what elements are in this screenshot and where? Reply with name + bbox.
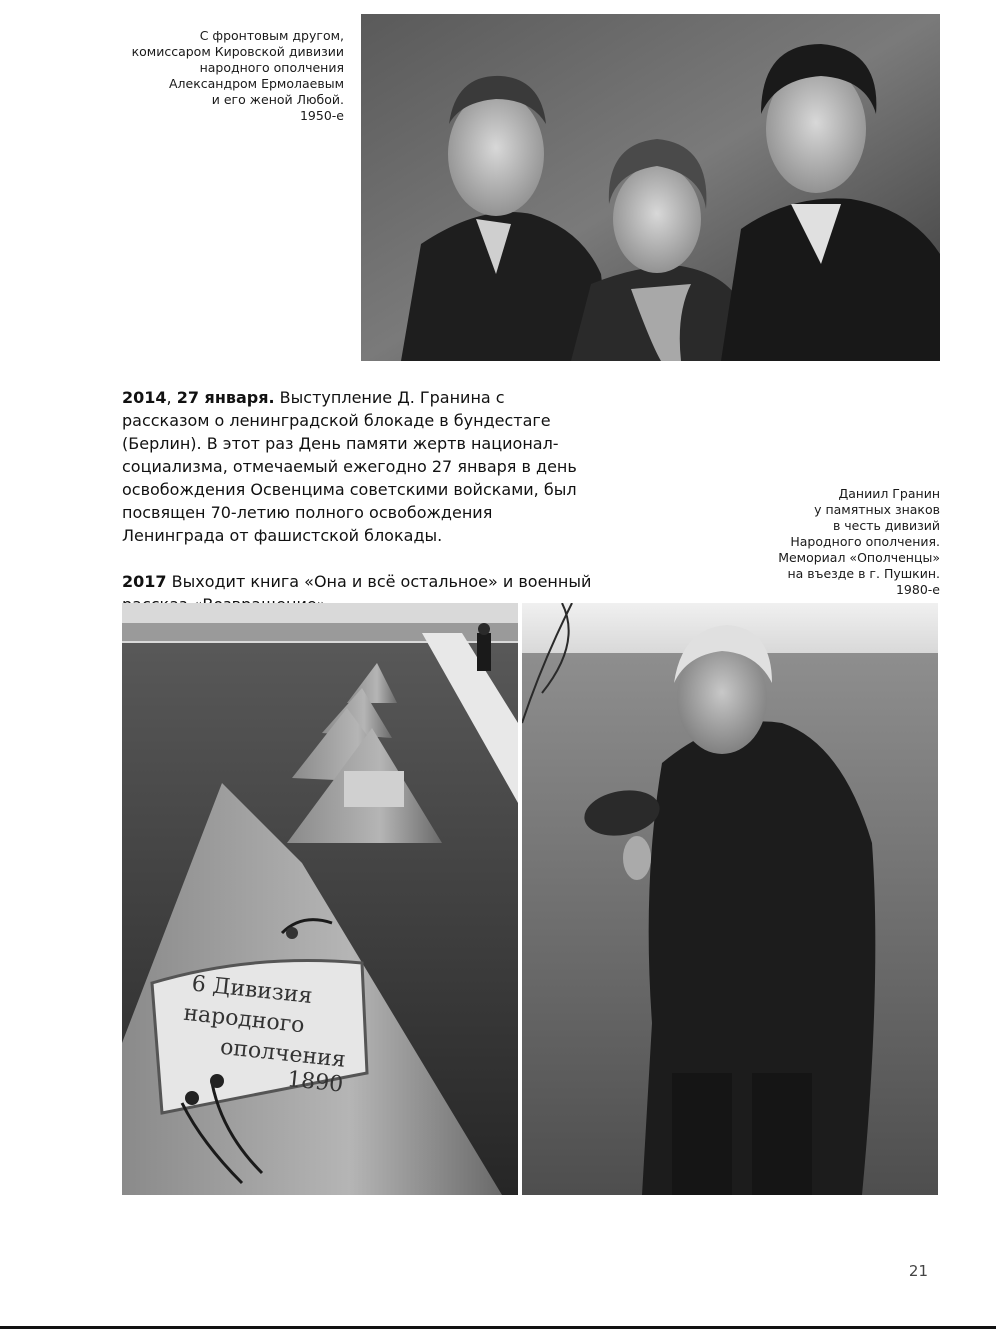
caption-top-line: народного ополчения bbox=[199, 60, 344, 75]
photo-three-people bbox=[361, 14, 940, 361]
plaque-line: 1890 bbox=[285, 1066, 345, 1098]
caption-right-line: Мемориал «Ополченцы» bbox=[778, 550, 940, 565]
caption-right-line: Даниил Гранин bbox=[838, 486, 940, 501]
caption-top-line: комиссаром Кировской дивизии bbox=[131, 44, 344, 59]
date-27-january: 27 января. bbox=[176, 388, 275, 407]
caption-top-line: С фронтовым другом, bbox=[199, 28, 344, 43]
caption-right-line: 1980-е bbox=[895, 582, 940, 597]
paragraph-2014-text: Выступление Д. Гранина с рассказом о ленинградской блокаде в бундестаге (Берлин). В этот раз День памяти жертв национал-социализма, отмечаемый ежегодно 27 января в день освобождения Освенцима советскими войсками, был посвящен 70-летию полного освобождения Ленинграда от фашистской блокады. bbox=[122, 388, 577, 545]
plaque-line: ополчения bbox=[218, 1034, 347, 1073]
caption-right-line: в честь дивизий bbox=[832, 518, 940, 533]
year-2014: 2014 bbox=[122, 388, 167, 407]
caption-right bbox=[700, 486, 940, 598]
year-2017: 2017 bbox=[122, 572, 167, 591]
caption-top-line: 1950-е bbox=[299, 108, 344, 123]
photo-daniil-granin bbox=[522, 603, 938, 1195]
caption-right-line: Народного ополчения. bbox=[790, 534, 940, 549]
bottom-rule bbox=[0, 1326, 996, 1329]
caption-right-line: на въезде в г. Пушкин. bbox=[787, 566, 940, 581]
caption-right-line: у памятных знаков bbox=[814, 502, 940, 517]
caption-top bbox=[110, 28, 344, 124]
caption-top-line: и его женой Любой. bbox=[211, 92, 344, 107]
separator: , bbox=[166, 388, 177, 407]
photo-memorial-stones bbox=[122, 603, 518, 1195]
caption-top-line: Александром Ермолаевым bbox=[168, 76, 344, 91]
plaque-line: 6 Дивизия bbox=[190, 971, 314, 1009]
body-text bbox=[122, 386, 592, 616]
plaque-line: народного bbox=[182, 1000, 306, 1039]
page-number: 21 bbox=[908, 1262, 928, 1280]
paragraph-2014 bbox=[122, 386, 592, 547]
paragraph-2017-text: Выходит книга «Она и всё остальное» и военный bbox=[171, 572, 592, 591]
